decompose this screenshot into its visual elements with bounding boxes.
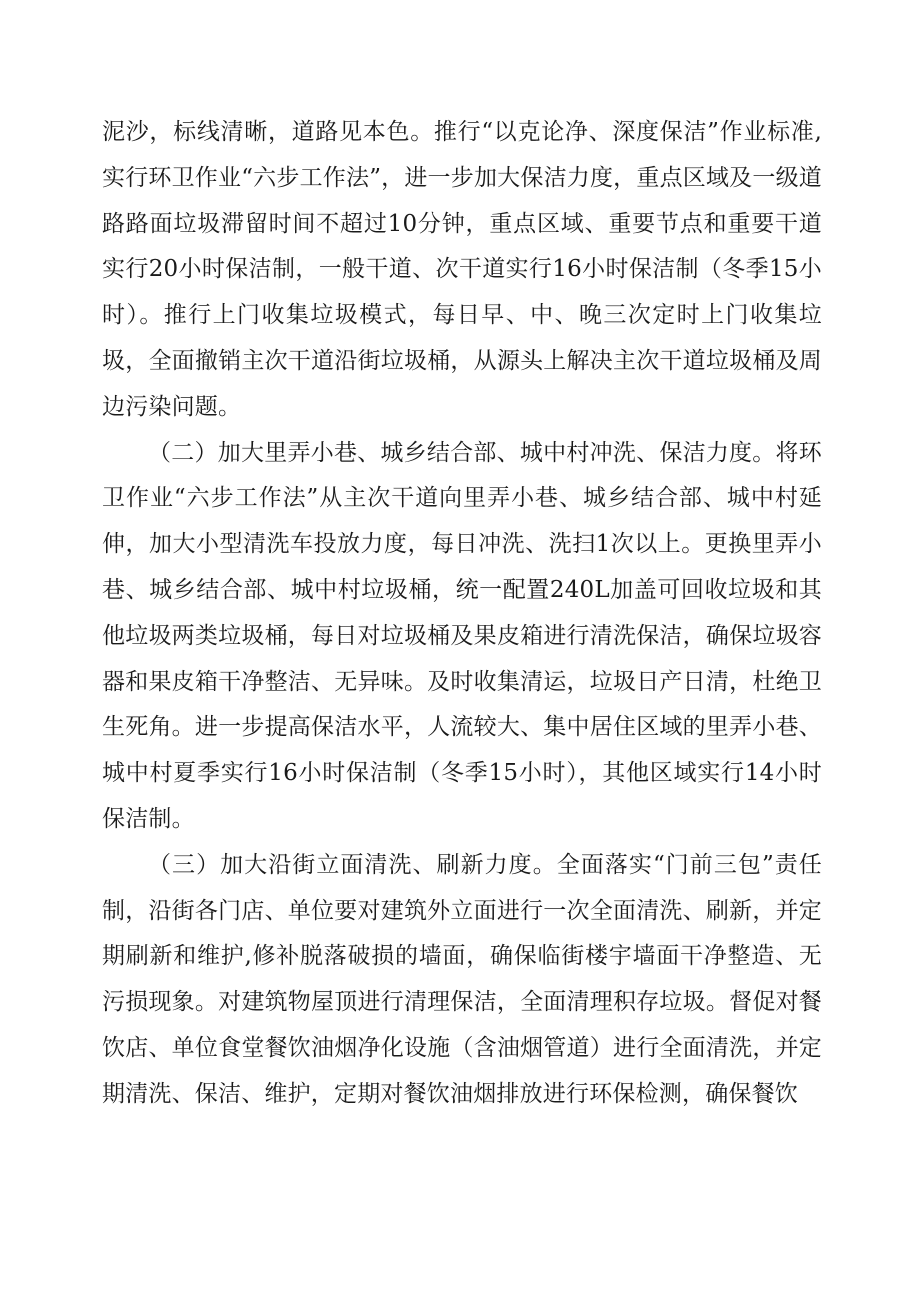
document-body	[102, 110, 822, 1118]
paragraph-continuation: 泥沙，标线清晰，道路见本色。推行“以克论净、深度保洁”作业标准,实行环卫作业“六步工作法”，进一步加大保洁力度，重点区域及一级道路路面垃圾滞留时间不超过10分钟，重点区域、重要节点和重要干道实行20小时保洁制，一般干道、次干道实行16小时保洁制（冬季15小时）。推行上门收集垃圾模式，每日早、中、晚三次定时上门收集垃圾，全面撤销主次干道沿街垃圾桶，从源头上解决主次干道垃圾桶及周边污染问题。	[102, 119, 822, 420]
paragraph-section-2: （二）加大里弄小巷、城乡结合部、城中村冲洗、保洁力度。将环卫作业“六步工作法”从主次干道向里弄小巷、城乡结合部、城中村延伸，加大小型清洗车投放力度，每日冲洗、洗扫1次以上。更换里弄小巷、城乡结合部、城中村垃圾桶，统一配置240L加盖可回收垃圾和其他垃圾两类垃圾桶，每日对垃圾桶及果皮箱进行清洗保洁，确保垃圾容器和果皮箱干净整洁、无异味。及时收集清运，垃圾日产日清，杜绝卫生死角。进一步提高保洁水平，人流较大、集中居住区域的里弄小巷、城中村夏季实行16小时保洁制（冬季15小时），其他区域实行14小时保洁制。	[102, 439, 822, 832]
paragraph-section-3: （三）加大沿街立面清洗、刷新力度。全面落实“门前三包”责任制，沿街各门店、单位要对建筑外立面进行一次全面清洗、刷新，并定期刷新和维护,修补脱落破损的墙面，确保临街楼宇墙面干净整造、无污损现象。对建筑物屋顶进行清理保洁，全面清理积存垃圾。督促对餐饮店、单位食堂餐饮油烟净化设施（含油烟管道）进行全面清洗，并定期清洗、保洁、维护，定期对餐饮油烟排放进行环保检测，确保餐饮	[102, 851, 822, 1107]
